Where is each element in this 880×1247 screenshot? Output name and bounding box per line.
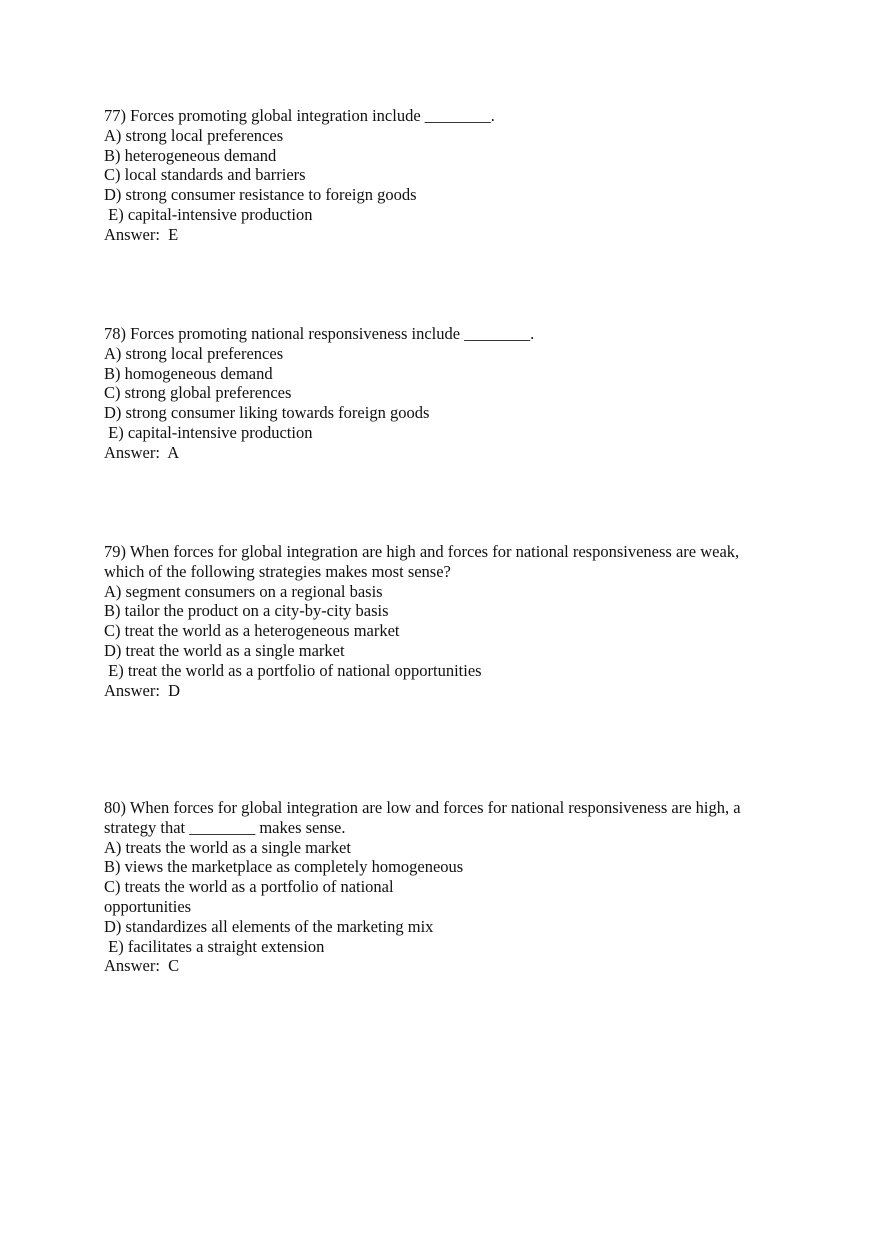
option-c: C) local standards and barriers xyxy=(104,165,306,185)
question-stem: 78) Forces promoting national responsiveness include ________. xyxy=(104,324,535,343)
option-b: B) homogeneous demand xyxy=(104,363,273,383)
question-stem-line-2: which of the following strategies makes most sense? xyxy=(104,561,451,581)
answer: Answer: D xyxy=(104,680,181,700)
option-c: C) treats the world as a portfolio of national xyxy=(104,877,394,897)
option-d: D) treat the world as a single market xyxy=(104,640,345,660)
option-a: A) treats the world as a single market xyxy=(104,837,351,857)
option-e: E) capital-intensive production xyxy=(104,422,313,442)
option-b: B) views the marketplace as completely homogeneous xyxy=(104,857,464,877)
question-stem-line-1: 80) When forces for global integration are low and forces for national responsiveness are high, a xyxy=(104,798,741,817)
answer: Answer: E xyxy=(104,224,179,244)
question-stem-line-2: strategy that ________ makes sense. xyxy=(104,817,346,837)
question-79 xyxy=(104,542,804,700)
option-c: C) treat the world as a heterogeneous market xyxy=(104,621,400,641)
option-e: E) facilitates a straight extension xyxy=(104,936,325,956)
answer: Answer: C xyxy=(104,956,180,976)
option-b: B) heterogeneous demand xyxy=(104,145,277,165)
option-a: A) segment consumers on a regional basis xyxy=(104,581,383,601)
question-stem-line-1: 79) When forces for global integration are high and forces for national responsiveness are weak, xyxy=(104,542,740,561)
option-e: E) treat the world as a portfolio of national opportunities xyxy=(104,660,482,680)
option-c: C) strong global preferences xyxy=(104,383,292,403)
question-stem: 77) Forces promoting global integration include ________. xyxy=(104,106,495,125)
option-a: A) strong local preferences xyxy=(104,343,284,363)
option-d: D) standardizes all elements of the marketing mix xyxy=(104,916,434,936)
option-b: B) tailor the product on a city-by-city basis xyxy=(104,601,389,621)
question-77 xyxy=(104,106,804,245)
option-a: A) strong local preferences xyxy=(104,125,284,145)
option-e: E) capital-intensive production xyxy=(104,204,313,224)
answer: Answer: A xyxy=(104,442,180,462)
question-78 xyxy=(104,324,804,463)
option-c-continued: opportunities xyxy=(104,896,192,916)
option-d: D) strong consumer liking towards foreign goods xyxy=(104,403,430,423)
option-d: D) strong consumer resistance to foreign goods xyxy=(104,185,417,205)
question-80 xyxy=(104,798,804,976)
